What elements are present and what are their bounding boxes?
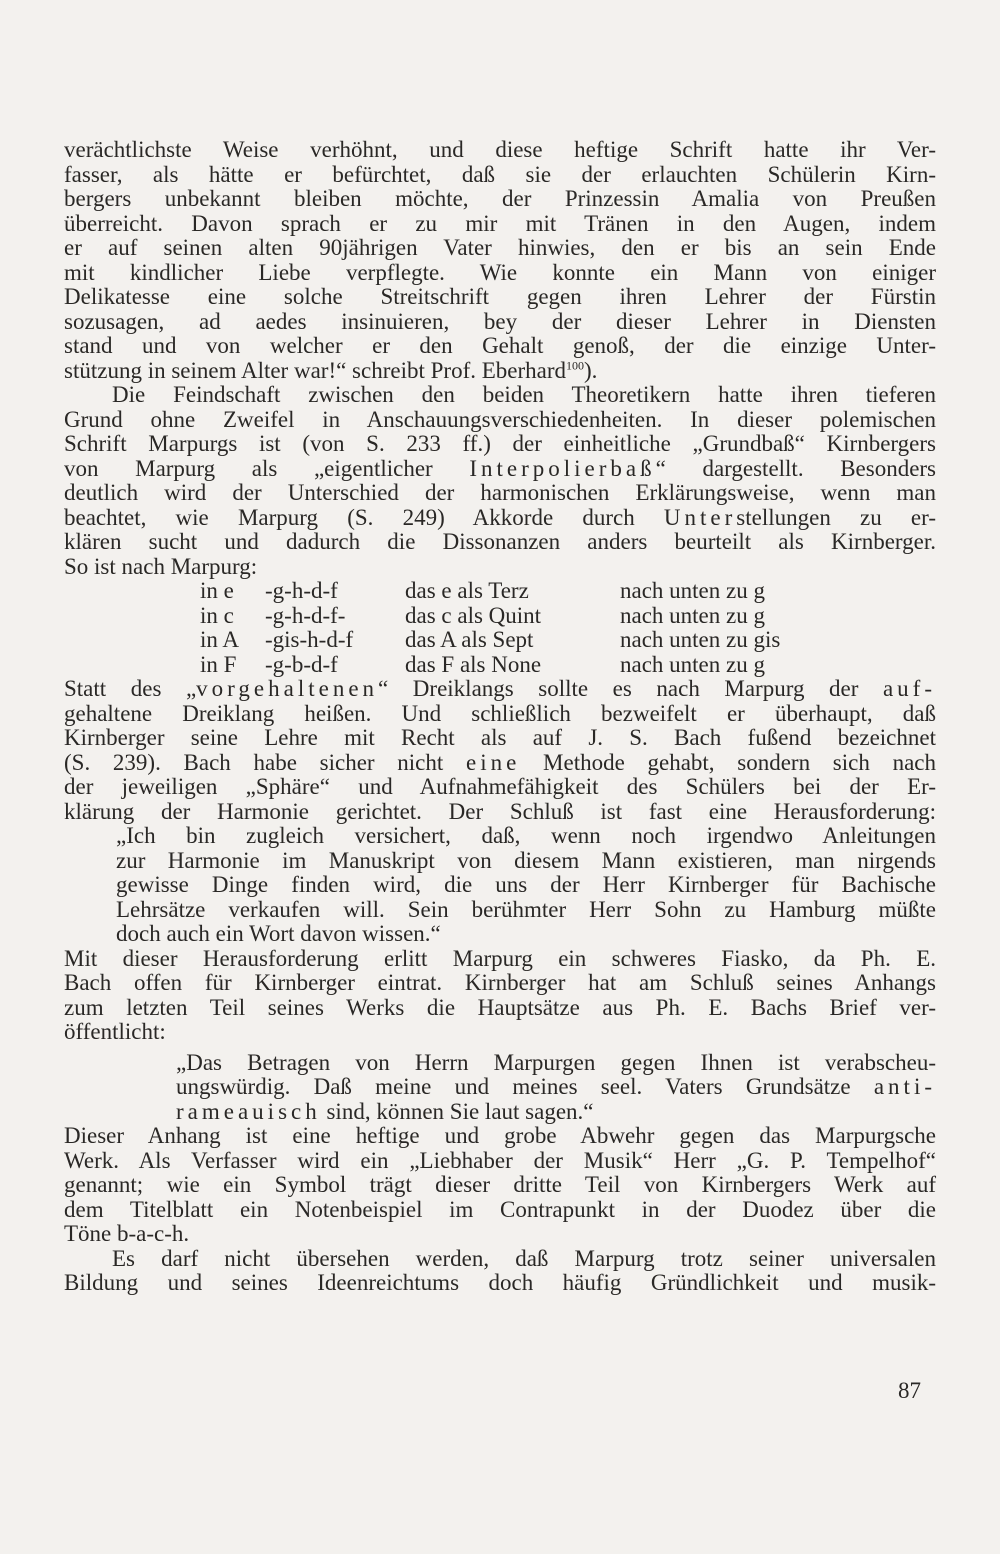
text-line: genannt; wie ein Symbol trägt dieser dritte Teil von Kirnbergers Werk auf (64, 1172, 936, 1197)
table-cell: in F (200, 651, 237, 677)
paragraph-3 (64, 677, 936, 824)
text-line: klärung der Harmonie gerichtet. Der Schluß ist fast eine Herausforderung: (64, 798, 936, 824)
text-line: Die Feindschaft zwischen den beiden Theoretikern hatte ihren tieferen (112, 382, 936, 407)
text-line: klären sucht und dadurch die Dissonanzen anders beurteilt als Kirnberger. (64, 529, 936, 554)
spaced-term: auf- (882, 676, 936, 701)
text-line (176, 1075, 936, 1100)
text-line: Töne b-a-c-h. (64, 1221, 190, 1246)
spaced-term: Unter (663, 504, 737, 530)
paragraph-4 (64, 947, 936, 1045)
text-line: verächtlichste Weise verhöhnt, und diese heftige Schrift hatte ihr Ver- (64, 137, 936, 162)
text-line: Werk. Als Verfasser wird ein „Liebhaber der Musik“ Herr „G. P. Tempelhof“ (64, 1147, 936, 1173)
text-line: er auf seinen alten 90jährigen Vater hinwies, den er bis an sein Ende (64, 235, 936, 260)
table-cell: nach unten zu gis (620, 627, 781, 652)
text-line: dem Titelblatt ein Notenbeispiel im Contrapunkt in der Duodez über die (64, 1196, 936, 1222)
table-cell: nach unten zu g (620, 578, 765, 603)
paragraph-1 (64, 138, 936, 383)
text-line: zum letzten Teil seines Werks die Hauptsätze aus Ph. E. Bachs Brief ver- (64, 994, 936, 1020)
paragraph-5 (64, 1124, 936, 1247)
table-cell: das e als Terz (405, 578, 529, 603)
table-row (200, 628, 936, 653)
text-line: Grund ohne Zweifel in Anschauungsverschiedenheiten. In dieser polemischen (64, 406, 936, 432)
text-line: Lehrsätze verkaufen will. Sein berühmter Herr Sohn zu Hamburg müßte (116, 896, 936, 922)
text-span: beachtet, wie Marpurg (S. 249) Akkorde durch (64, 504, 635, 530)
text-line: Dieser Anhang ist eine heftige und grobe Abwehr gegen das Marpurgsche (64, 1123, 936, 1148)
text-line (64, 359, 936, 384)
table-cell: in A (200, 627, 239, 652)
text-span: (S. 239). Bach habe sicher nicht (64, 749, 444, 775)
text-line: Mit dieser Herausforderung erlitt Marpurg ein schweres Fiasko, da Ph. E. (64, 945, 936, 971)
spaced-term: anti- (873, 1074, 936, 1099)
text-line: gewisse Dinge finden wird, die uns der Herr Kirnberger für Bachische (116, 872, 936, 897)
text-line: deutlich wird der Unterschied der harmonischen Erklärungsweise, wenn man (64, 480, 936, 505)
table-cell: das F als None (405, 651, 542, 677)
text-line (64, 457, 936, 482)
text-span: stellungen zu er- (736, 504, 936, 530)
text-line: zur Harmonie im Manuskript von diesem Mann existieren, man nirgends (116, 847, 936, 873)
footnote-ref: 100 (566, 357, 585, 372)
table-cell: -gis-h-d-f (265, 627, 354, 652)
text-line (176, 1100, 936, 1125)
text-line: „Ich bin zugleich versichert, daß, wenn noch irgendwo Anleitungen (116, 823, 936, 848)
chord-table (200, 579, 936, 677)
text-span: ungswürdig. Daß meine und meines seel. Vaters Grundsätze (176, 1074, 851, 1099)
text-line: fasser, als hätte er befürchtet, daß sie der erlauchten Schülerin Kirn- (64, 161, 936, 187)
text-line (64, 751, 936, 776)
text-line: Delikatesse eine solche Streitschrift gegen ihren Lehrer der Fürstin (64, 284, 936, 309)
text-span: ). (584, 357, 598, 383)
text-span: “ Dreiklangs sollte es nach Marpurg der (378, 676, 859, 701)
paragraph-2 (64, 383, 936, 579)
text-span: “ dargestellt. Besonders (655, 455, 937, 481)
table-cell: -g-h-d-f- (265, 602, 346, 628)
table-cell: -g-h-d-f (265, 578, 338, 603)
text-line: „Das Betragen von Herrn Marpurgen gegen Ihnen ist verabscheu- (176, 1049, 936, 1075)
text-line: Es darf nicht übersehen werden, daß Marpurg trotz seiner universalen (112, 1245, 936, 1271)
text-line: stand und von welcher er den Gehalt genoß, der die einzige Unter- (64, 333, 936, 358)
quotation-2 (64, 1051, 936, 1125)
paragraph-6 (64, 1247, 936, 1296)
text-span: Statt des „ (64, 676, 197, 701)
text-line: gehaltene Dreiklang heißen. Und schließlich bezweifelt er überhaupt, daß (64, 700, 936, 726)
table-cell: das c als Quint (405, 602, 542, 628)
spaced-term: vorgehaltenen (196, 676, 379, 701)
text-line: Bildung und seines Ideenreichtums doch häufig Gründlichkeit und musik- (64, 1270, 936, 1295)
text-line: mit kindlicher Liebe verpflegte. Wie konnte ein Mann von einiger (64, 259, 936, 285)
table-row (200, 653, 936, 678)
text-line: Schrift Marpurgs ist (von S. 233 ff.) der einheitliche „Grundbaß“ Kirnbergers (64, 431, 936, 456)
text-span: stützung in seinem Alter war!“ schreibt Prof. Eberhard (64, 357, 567, 383)
table-cell: in e (200, 578, 234, 603)
spaced-term: eine (466, 749, 521, 775)
text-line: So ist nach Marpurg: (64, 553, 258, 579)
spaced-term: rameauisch (176, 1098, 321, 1124)
spaced-term: Interpolierbaß (469, 455, 656, 481)
text-line: öffentlicht: (64, 1019, 166, 1044)
table-cell: das A als Sept (405, 627, 534, 652)
text-line: Kirnberger seine Lehre mit Recht als auf J. S. Bach fußend bezeichnet (64, 725, 936, 750)
text-line: doch auch ein Wort davon wissen.“ (116, 921, 441, 946)
table-cell: nach unten zu g (620, 602, 765, 628)
text-span: sind, können Sie laut sagen.“ (320, 1098, 594, 1124)
table-cell: nach unten zu g (620, 651, 765, 677)
quotation-1 (64, 824, 936, 947)
page-number: 87 (898, 1378, 921, 1403)
table-row (200, 604, 936, 629)
text-line: Bach offen für Kirnberger eintrat. Kirnberger hat am Schluß seines Anhangs (64, 970, 936, 995)
text-line: bergers unbekannt bleiben möchte, der Prinzessin Amalia von Preußen (64, 186, 936, 211)
table-row (200, 579, 936, 604)
text-line: überreicht. Davon sprach er zu mir mit Tränen in den Augen, indem (64, 210, 936, 236)
table-cell: in c (200, 602, 234, 628)
text-span: Methode gehabt, sondern sich nach (543, 749, 936, 775)
text-line: sozusagen, ad aedes insinuieren, bey der dieser Lehrer in Diensten (64, 308, 936, 334)
text-line (64, 677, 936, 702)
text-line (64, 506, 936, 531)
text-span: von Marpurg als „eigentlicher (64, 455, 433, 481)
body-text (64, 138, 936, 1296)
text-line: der jeweiligen „Sphäre“ und Aufnahmefähigkeit des Schülers bei der Er- (64, 774, 936, 799)
table-cell: -g-b-d-f (265, 651, 338, 677)
